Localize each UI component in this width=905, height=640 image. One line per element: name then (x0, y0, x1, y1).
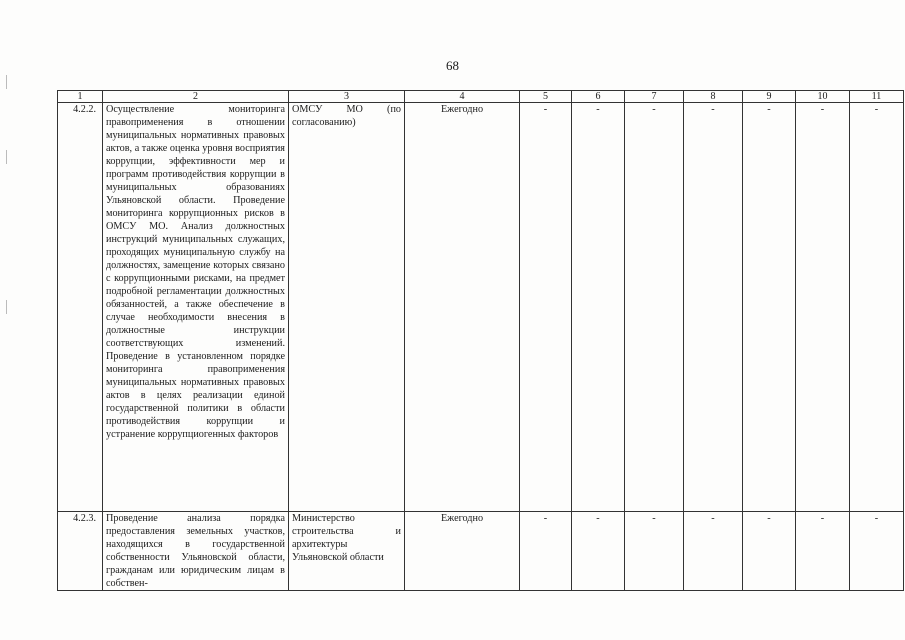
column-header: 7 (625, 91, 684, 103)
item-period: Ежегодно (405, 512, 520, 591)
table-row (58, 103, 904, 512)
item-number: 4.2.2. (58, 103, 103, 512)
item-value: - (572, 103, 625, 512)
column-header: 8 (684, 91, 743, 103)
item-value: - (625, 512, 684, 591)
item-value: - (850, 103, 904, 512)
column-header: 2 (103, 91, 289, 103)
column-header: 4 (405, 91, 520, 103)
table-row (58, 512, 904, 591)
item-description: Проведение анализа порядка предоставления земельных участков, находящихся в государственной собственности Ульяновской области, гражданам или юридическим лицам в собствен- (103, 512, 289, 591)
activities-table (57, 90, 904, 591)
table-header-row (58, 91, 904, 103)
item-value: - (572, 512, 625, 591)
scan-margin-mark (6, 75, 7, 89)
item-executor: Министерство строительства и архитектуры Ульяновской области (289, 512, 405, 591)
item-number: 4.2.3. (58, 512, 103, 591)
item-value: - (520, 512, 572, 591)
column-header: 1 (58, 91, 103, 103)
item-description: Осуществление мониторинга правоприменения в отношении муниципальных нормативных правовых актов, а также оценка уровня восприятия коррупции, эффективности мер и программ противодействия коррупции в муниципальных образованиях Ульяновской области. Проведение мониторинга коррупционных рисков в ОМСУ МО. Анализ должностных инструкций муниципальных служащих, проходящих муниципальную службу на должностях, замещение которых связано с коррупционными рисками, на предмет подробной регламентации должностных обязанностей, а также обеспечение в случае необходимости внесения в должностные инструкции соответствующих изменений. Проведение в установленном порядке мониторинга правоприменения муниципальных нормативных правовых актов в целях реализации единой государственной политики в области противодействия коррупции и устранение коррупциогенных факторов (103, 103, 289, 512)
item-value: - (684, 512, 743, 591)
item-executor: ОМСУ МО (по согласованию) (289, 103, 405, 512)
column-header: 11 (850, 91, 904, 103)
column-header: 5 (520, 91, 572, 103)
item-value: - (625, 103, 684, 512)
item-value: - (743, 103, 796, 512)
column-header: 10 (796, 91, 850, 103)
scan-margin-mark (6, 150, 7, 164)
item-value: - (796, 103, 850, 512)
item-period: Ежегодно (405, 103, 520, 512)
item-value: - (520, 103, 572, 512)
column-header: 6 (572, 91, 625, 103)
column-header: 9 (743, 91, 796, 103)
item-value: - (743, 512, 796, 591)
column-header: 3 (289, 91, 405, 103)
item-value: - (850, 512, 904, 591)
item-value: - (684, 103, 743, 512)
item-value: - (796, 512, 850, 591)
page-number: 68 (446, 58, 459, 73)
scan-margin-mark (6, 300, 7, 314)
